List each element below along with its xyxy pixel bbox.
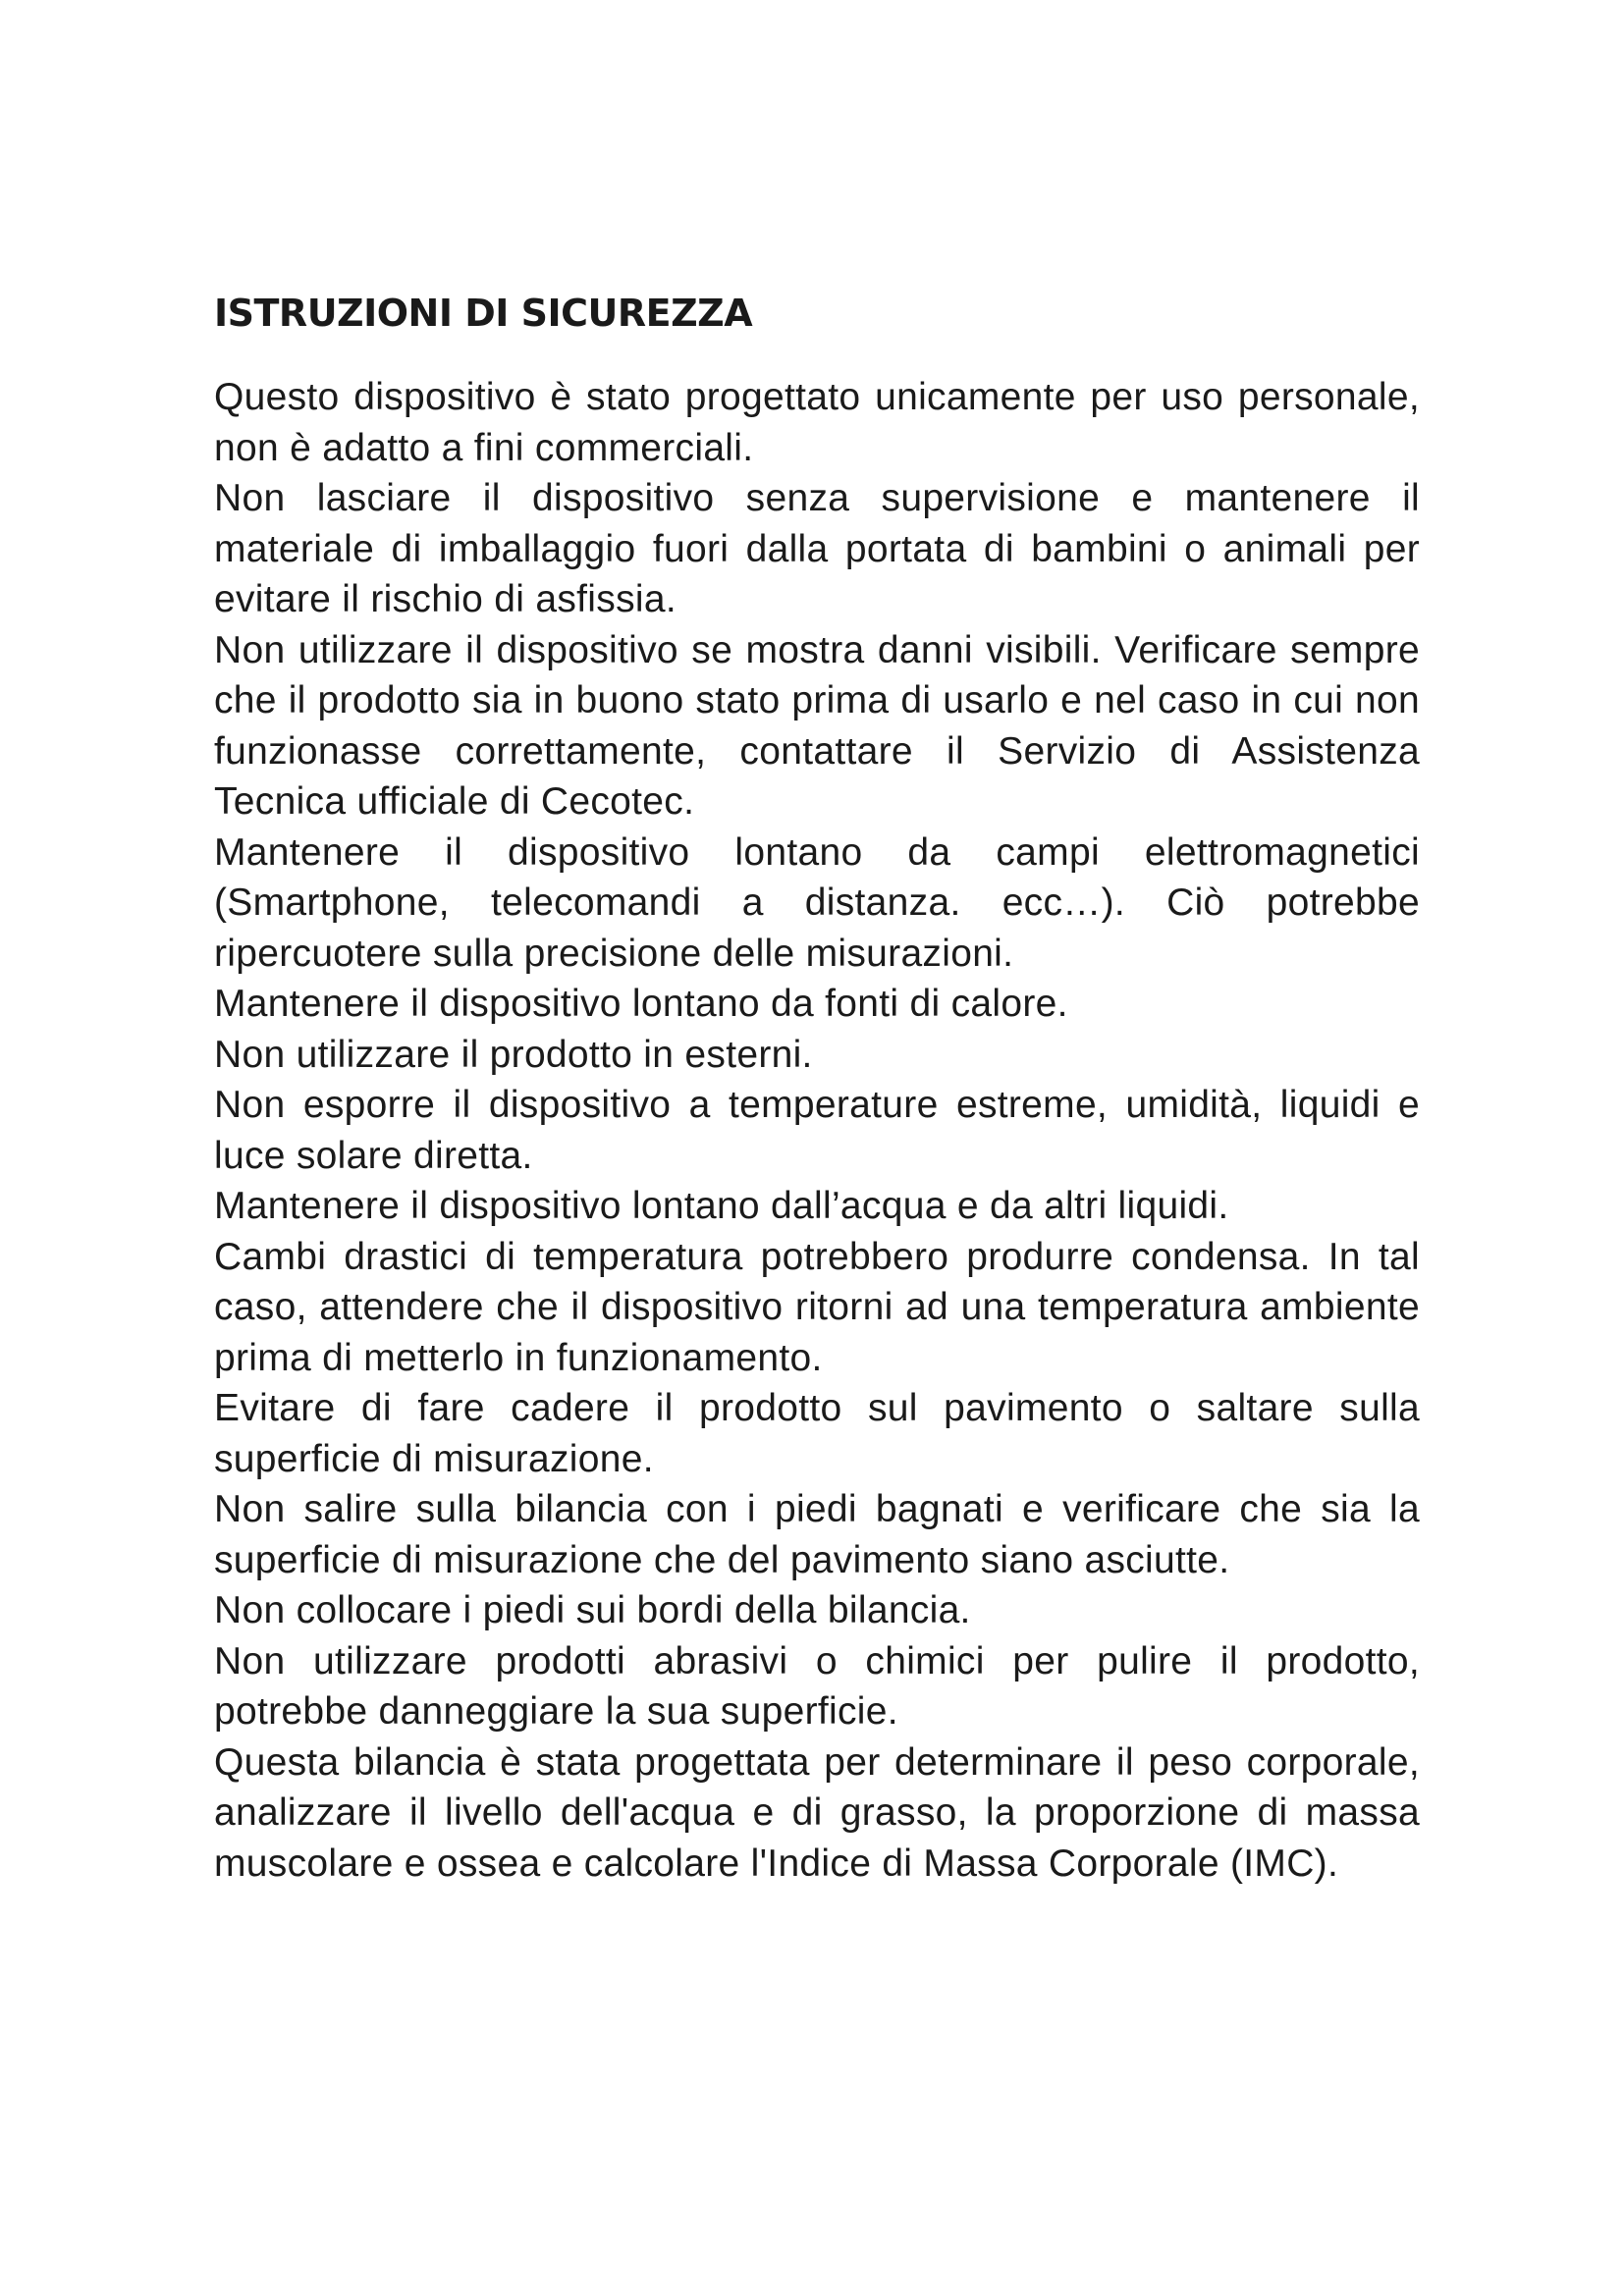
instruction-paragraph-electromagnetic: Mantenere il dispositivo lontano da campi elettromagnetici (Smartphone, telecomandi a distanza. ecc…). Ciò potrebbe ripercuotere sulla precisione delle misurazioni. <box>214 830 1420 975</box>
instruction-paragraph-condensation: Cambi drastici di temperatura potrebbero produrre condensa. In tal caso, attendere che il dispositivo ritorni ad una temperatura ambiente prima di metterlo in funzionamento. <box>214 1235 1420 1379</box>
instruction-paragraph-visible-damage: Non utilizzare il dispositivo se mostra danni visibili. Verificare sempre che il prodotto sia in buono stato prima di usarlo e nel caso in cui non funzionasse correttamente, contattare il Servizio di Assistenza Tecnica ufficiale di Cecotec. <box>214 628 1420 823</box>
instruction-paragraph-outdoors: Non utilizzare il prodotto in esterni. <box>214 1033 813 1076</box>
instruction-paragraph-purpose: Questa bilancia è stata progettata per determinare il peso corporale, analizzare il livello dell'acqua e di grasso, la proporzione di massa muscolare e ossea e calcolare l'Indice di Massa Corporale (IMC). <box>214 1740 1420 1885</box>
instruction-paragraph-extreme-temperatures: Non esporre il dispositivo a temperature estreme, umidità, liquidi e luce solare diretta. <box>214 1084 1420 1177</box>
document-content <box>214 289 1420 1889</box>
instruction-paragraph-cleaning: Non utilizzare prodotti abrasivi o chimici per pulire il prodotto, potrebbe danneggiare la sua superficie. <box>214 1639 1420 1733</box>
page-title: ISTRUZIONI DI SICUREZZA <box>214 292 753 335</box>
instruction-paragraph-dropping: Evitare di fare cadere il prodotto sul pavimento o saltare sulla superficie di misurazione. <box>214 1387 1420 1480</box>
instruction-paragraph-heat-sources: Mantenere il dispositivo lontano da fonti di calore. <box>214 983 1068 1025</box>
instruction-paragraph-supervision: Non lasciare il dispositivo senza supervisione e mantenere il materiale di imballaggio fuori dalla portata di bambini o animali per evitare il rischio di asfissia. <box>214 477 1420 620</box>
safety-instructions-list <box>214 372 1420 1889</box>
instruction-paragraph-personal-use: Questo dispositivo è stato progettato unicamente per uso personale, non è adatto a fini commerciali. <box>214 376 1420 469</box>
instruction-paragraph-edges: Non collocare i piedi sui bordi della bilancia. <box>214 1589 971 1631</box>
instruction-paragraph-water: Mantenere il dispositivo lontano dall’acqua e da altri liquidi. <box>214 1185 1229 1227</box>
instruction-paragraph-wet-feet: Non salire sulla bilancia con i piedi bagnati e verificare che sia la superficie di misurazione che del pavimento siano asciutte. <box>214 1488 1420 1581</box>
